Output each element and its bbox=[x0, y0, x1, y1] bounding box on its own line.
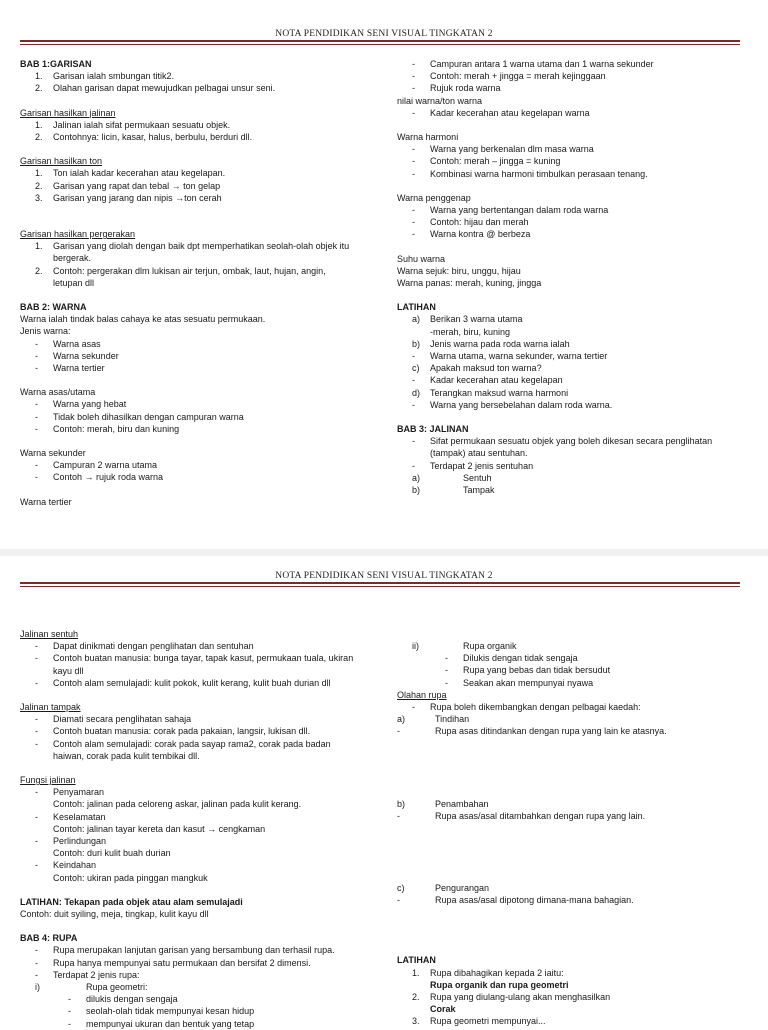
list-item-text: Garisan yang jarang dan nipis →ton cerah bbox=[53, 192, 222, 203]
list-marker: - bbox=[445, 677, 448, 688]
list-item-text: Warna asas bbox=[53, 338, 101, 349]
list-item-text: Penambahan bbox=[435, 798, 489, 809]
list-item-text: Perlindungan bbox=[53, 836, 107, 847]
list-item-text: Berikan 3 warna utama bbox=[430, 314, 523, 325]
header-rule bbox=[20, 40, 740, 45]
spacer bbox=[397, 906, 747, 954]
list-item-text: Contoh: pergerakan dlm lukisan air terjun, ombak, laut, hujan, angin, bbox=[53, 265, 326, 276]
spacer bbox=[20, 762, 385, 774]
spacer bbox=[20, 374, 385, 386]
list-marker: - bbox=[35, 738, 38, 749]
list-item-text: Contoh alam semulajadi: corak pada sayap rama2, corak pada badan bbox=[53, 738, 331, 749]
list-item bbox=[397, 350, 747, 362]
spacer bbox=[397, 289, 747, 301]
list-item-text: Contoh: jalinan tayar kereta dan kasut → cengkaman bbox=[53, 823, 266, 834]
list-item-text: Rupa yang bebas dan tidak bersudut bbox=[463, 665, 611, 676]
spacer bbox=[20, 435, 385, 447]
list-item-text: Contoh: duri kulit buah durian bbox=[53, 848, 171, 859]
list-item-text: Contoh: ukiran pada pinggan mangkuk bbox=[53, 872, 208, 883]
list-item bbox=[20, 167, 385, 179]
list-item-text: Keindahan bbox=[53, 860, 97, 871]
list-item-text: Warna utama, warna sekunder, warna tertier bbox=[430, 351, 608, 362]
text-line: Warna sejuk: biru, unggu, hijau bbox=[397, 265, 521, 276]
list-item-text: Contoh alam semulajadi: kulit pokok, kulit kerang, kulit buah durian dll bbox=[53, 677, 331, 688]
list-item bbox=[397, 664, 747, 676]
list-item-text: Terangkan maksud warna harmoni bbox=[430, 387, 569, 398]
section-heading: BAB 4: RUPA bbox=[20, 933, 78, 944]
list-item-text: Warna yang bersebelahan dalam roda warna. bbox=[430, 399, 613, 410]
spacer bbox=[397, 822, 747, 882]
list-marker: i) bbox=[35, 982, 40, 993]
list-item-text: Jenis warna pada roda warna ialah bbox=[430, 338, 570, 349]
list-marker: - bbox=[35, 969, 38, 980]
list-marker: - bbox=[68, 1006, 71, 1017]
list-item bbox=[20, 677, 385, 689]
text-line: nilai warna/ton warna bbox=[397, 95, 483, 106]
spacer bbox=[20, 884, 385, 896]
list-item bbox=[397, 107, 747, 119]
list-item bbox=[20, 944, 385, 956]
list-item bbox=[397, 82, 747, 94]
list-item-text: Warna tertier bbox=[53, 363, 105, 374]
subheading: Olahan rupa bbox=[397, 689, 447, 700]
list-item bbox=[20, 192, 385, 204]
list-marker: c) bbox=[412, 363, 420, 374]
list-marker: - bbox=[35, 836, 38, 847]
list-marker: - bbox=[412, 156, 415, 167]
list-marker: - bbox=[412, 217, 415, 228]
document-page-2 bbox=[0, 556, 768, 1029]
list-marker: - bbox=[412, 71, 415, 82]
list-item bbox=[397, 652, 747, 664]
list-item-text: haiwan, corak pada kulit tembikai dll. bbox=[53, 750, 200, 761]
header-rule bbox=[20, 582, 740, 587]
list-marker: 3. bbox=[35, 192, 43, 203]
list-item-text: Contoh: merah, biru dan kuning bbox=[53, 423, 180, 434]
list-marker: - bbox=[35, 641, 38, 652]
list-item bbox=[397, 313, 747, 325]
list-item-text: Rupa asas/asal ditambahkan dengan rupa yang lain. bbox=[435, 810, 646, 821]
list-item bbox=[20, 823, 385, 835]
left-column bbox=[20, 628, 385, 1030]
list-marker: 1. bbox=[412, 967, 420, 978]
list-item-text: Olahan garisan dapat mewujudkan pelbagai unsur seni. bbox=[53, 83, 276, 94]
list-marker: - bbox=[68, 994, 71, 1005]
list-item-text: Dilukis dengan tidak sengaja bbox=[463, 653, 578, 664]
text-line: Warna harmoni bbox=[397, 132, 459, 143]
list-item bbox=[397, 460, 747, 472]
list-item bbox=[20, 459, 385, 471]
list-item bbox=[20, 969, 385, 981]
list-item-text: Warna yang hebat bbox=[53, 399, 127, 410]
list-marker: - bbox=[35, 460, 38, 471]
list-item bbox=[397, 387, 747, 399]
list-item-text: bergerak. bbox=[53, 253, 92, 264]
list-item bbox=[20, 398, 385, 410]
list-item-text: Garisan yang diolah dengan baik dpt memperhatikan seolah-olah objek itu bbox=[53, 241, 350, 252]
list-item-text: Contoh: merah + jingga = merah kejinggaan bbox=[430, 71, 606, 82]
list-marker: 3. bbox=[412, 1016, 420, 1027]
list-item-text: Rujuk roda warna bbox=[430, 83, 501, 94]
list-marker: - bbox=[35, 726, 38, 737]
list-item-text: Warna kontra @ berbeza bbox=[430, 229, 531, 240]
list-item bbox=[397, 228, 747, 240]
list-marker: - bbox=[35, 787, 38, 798]
list-item-text: Warna yang berkenalan dlm masa warna bbox=[430, 144, 594, 155]
list-item bbox=[20, 640, 385, 652]
list-item-text: Warna yang bertentangan dalam roda warna bbox=[430, 205, 609, 216]
list-item-text: Contoh: merah – jingga = kuning bbox=[430, 156, 561, 167]
list-item bbox=[20, 411, 385, 423]
list-marker: - bbox=[412, 375, 415, 386]
list-item-text: Jalinan ialah sifat permukaan sesuatu objek. bbox=[53, 119, 231, 130]
list-marker: - bbox=[412, 107, 415, 118]
list-marker: - bbox=[35, 350, 38, 361]
spacer bbox=[397, 738, 747, 798]
list-item-text: Kadar kecerahan atau kegelapan bbox=[430, 375, 563, 386]
list-item bbox=[20, 338, 385, 350]
list-item-text: Contohnya: licin, kasar, halus, berbulu, berduri dll. bbox=[53, 132, 253, 143]
list-item bbox=[397, 168, 747, 180]
list-item bbox=[20, 240, 385, 252]
spacer bbox=[20, 689, 385, 701]
list-item bbox=[397, 58, 747, 70]
list-item bbox=[20, 738, 385, 750]
subheading: Jalinan sentuh bbox=[20, 629, 79, 639]
subheading: Jalinan tampak bbox=[20, 702, 81, 713]
section-heading: BAB 3: JALINAN bbox=[397, 424, 469, 435]
list-marker: - bbox=[397, 810, 400, 821]
list-item bbox=[20, 277, 385, 289]
list-item bbox=[397, 979, 747, 991]
list-marker: - bbox=[397, 726, 400, 737]
list-item bbox=[20, 362, 385, 374]
list-item bbox=[20, 252, 385, 264]
list-marker: 1. bbox=[35, 241, 43, 252]
list-item bbox=[397, 484, 747, 496]
list-item bbox=[20, 265, 385, 277]
list-item bbox=[20, 872, 385, 884]
list-marker: - bbox=[68, 1018, 71, 1029]
section-heading: BAB 1:GARISAN bbox=[20, 59, 92, 69]
text-line: Warna tertier bbox=[20, 496, 72, 507]
list-item bbox=[397, 338, 747, 350]
list-item-text: Keselamatan bbox=[53, 811, 106, 822]
list-item-text: Contoh: hijau dan merah bbox=[430, 217, 529, 228]
list-marker: - bbox=[412, 168, 415, 179]
list-item-text: Rupa dibahagikan kepada 2 iaitu: bbox=[430, 967, 564, 978]
list-item bbox=[397, 991, 747, 1003]
list-item-text: Sentuh bbox=[463, 472, 492, 483]
list-marker: - bbox=[35, 957, 38, 968]
subheading: Fungsi jalinan bbox=[20, 775, 76, 786]
list-marker: b) bbox=[397, 798, 406, 809]
list-marker: - bbox=[445, 653, 448, 664]
list-item-text: Seakan akan mempunyai nyawa bbox=[463, 677, 594, 688]
list-marker: a) bbox=[412, 314, 421, 325]
list-item bbox=[397, 882, 747, 894]
page-separator bbox=[0, 549, 768, 556]
list-marker: - bbox=[35, 714, 38, 725]
list-item bbox=[20, 859, 385, 871]
list-item-text: Rupa geometri: bbox=[86, 982, 148, 993]
list-marker: - bbox=[35, 399, 38, 410]
list-item bbox=[397, 435, 747, 447]
list-item-text: (tampak) atau sentuhan. bbox=[430, 448, 528, 459]
list-marker: - bbox=[35, 423, 38, 434]
list-item bbox=[20, 423, 385, 435]
list-marker: b) bbox=[412, 485, 421, 496]
list-item bbox=[397, 701, 747, 713]
list-item bbox=[20, 652, 385, 664]
list-marker: c) bbox=[397, 883, 405, 894]
list-marker: - bbox=[35, 945, 38, 956]
spacer bbox=[20, 204, 385, 228]
text-line: Warna penggenap bbox=[397, 192, 471, 203]
list-item-text: Kadar kecerahan atau kegelapan warna bbox=[430, 107, 590, 118]
list-item bbox=[397, 725, 747, 737]
list-item bbox=[20, 665, 385, 677]
section-heading: LATIHAN: Tekapan pada objek atau alam semulajadi bbox=[20, 896, 243, 907]
list-item bbox=[20, 786, 385, 798]
list-item-text: Apakah maksud ton warna? bbox=[430, 363, 542, 374]
subheading: Garisan hasilkan ton bbox=[20, 156, 103, 167]
text-line: Contoh: duit syiling, meja, tingkap, kulit kayu dll bbox=[20, 909, 209, 920]
list-item bbox=[20, 811, 385, 823]
list-item bbox=[397, 713, 747, 725]
text-line: Jenis warna: bbox=[20, 326, 71, 337]
list-marker: - bbox=[397, 895, 400, 906]
list-item bbox=[20, 1005, 385, 1017]
list-marker: - bbox=[35, 363, 38, 374]
text-line: Warna asas/utama bbox=[20, 387, 96, 398]
list-marker: b) bbox=[412, 338, 421, 349]
subheading: Garisan hasilkan jalinan bbox=[20, 107, 116, 118]
list-marker: 2. bbox=[35, 265, 43, 276]
list-item bbox=[20, 725, 385, 737]
list-item bbox=[397, 326, 747, 338]
list-item bbox=[397, 143, 747, 155]
spacer bbox=[397, 411, 747, 423]
list-marker: - bbox=[412, 144, 415, 155]
list-item bbox=[20, 180, 385, 192]
list-marker: a) bbox=[412, 472, 421, 483]
list-marker: - bbox=[35, 338, 38, 349]
list-item-text: Rupa yang diulang-ulang akan menghasilkan bbox=[430, 992, 611, 1003]
list-item bbox=[20, 82, 385, 94]
list-item-text: Rupa merupakan lanjutan garisan yang bersambung dan terhasil rupa. bbox=[53, 945, 335, 956]
list-marker: - bbox=[35, 860, 38, 871]
spacer bbox=[397, 180, 747, 192]
list-item-text: letupan dll bbox=[53, 277, 95, 288]
list-item bbox=[20, 847, 385, 859]
list-item bbox=[20, 981, 385, 993]
list-item bbox=[20, 119, 385, 131]
list-marker: a) bbox=[397, 714, 406, 725]
list-item-text: Ton ialah kadar kecerahan atau kegelapan. bbox=[53, 168, 226, 179]
list-item bbox=[397, 70, 747, 82]
text-line: Suhu warna bbox=[397, 253, 446, 264]
list-item-text: mempunyai ukuran dan bentuk yang tetap bbox=[86, 1018, 255, 1029]
list-item-text: Contoh: jalinan pada celoreng askar, jalinan pada kulit kerang. bbox=[53, 799, 302, 810]
spacer bbox=[397, 241, 747, 253]
list-item-text: Contoh buatan manusia: bunga tayar, tapak kasut, permukaan tuala, ukiran bbox=[53, 653, 354, 664]
text-line: Warna sekunder bbox=[20, 448, 86, 459]
list-item-text: -merah, biru, kuning bbox=[430, 326, 511, 337]
list-marker: - bbox=[412, 229, 415, 240]
list-item-text: kayu dll bbox=[53, 665, 84, 676]
list-marker: 2. bbox=[35, 180, 43, 191]
list-item-text: dilukis dengan sengaja bbox=[86, 994, 178, 1005]
list-item bbox=[20, 993, 385, 1005]
list-item-text: Penyamaran bbox=[53, 787, 105, 798]
list-marker: - bbox=[35, 677, 38, 688]
list-item-text: Rupa asas ditindankan dengan rupa yang lain ke atasnya. bbox=[435, 726, 667, 737]
list-marker: 1. bbox=[35, 119, 43, 130]
list-item-text: Rupa geometri mempunyai... bbox=[430, 1016, 546, 1027]
spacer bbox=[20, 484, 385, 496]
right-column bbox=[397, 58, 747, 496]
list-marker: - bbox=[35, 653, 38, 664]
list-item bbox=[397, 640, 747, 652]
list-item bbox=[397, 362, 747, 374]
list-item bbox=[20, 750, 385, 762]
list-marker: 1. bbox=[35, 168, 43, 179]
spacer bbox=[20, 920, 385, 932]
list-item-text: Tampak bbox=[463, 485, 495, 496]
list-item-text: Terdapat 2 jenis rupa: bbox=[53, 969, 140, 980]
list-item bbox=[20, 70, 385, 82]
list-item-text: Tindihan bbox=[435, 714, 470, 725]
list-marker: 2. bbox=[35, 132, 43, 143]
list-item-text: Rupa boleh dikembangkan dengan pelbagai kaedah: bbox=[430, 702, 641, 713]
list-marker: - bbox=[412, 205, 415, 216]
list-item bbox=[397, 1003, 747, 1015]
list-item-text: Rupa organik dan rupa geometri bbox=[430, 979, 569, 990]
list-item bbox=[397, 798, 747, 810]
list-item bbox=[397, 472, 747, 484]
list-item-text: Sifat permukaan sesuatu objek yang boleh dikesan secara penglihatan bbox=[430, 436, 713, 447]
list-item bbox=[397, 447, 747, 459]
text-line: Warna panas: merah, kuning, jingga bbox=[397, 278, 542, 289]
list-item-text: Rupa asas/asal dipotong dimana-mana bahagian. bbox=[435, 895, 634, 906]
list-item-text: Campuran 2 warna utama bbox=[53, 460, 158, 471]
list-marker: - bbox=[412, 83, 415, 94]
page-header-title: NOTA PENDIDIKAN SENI VISUAL TINGKATAN 2 bbox=[275, 29, 493, 39]
list-item bbox=[20, 471, 385, 483]
list-marker: 2. bbox=[412, 992, 420, 1003]
list-item bbox=[397, 1015, 747, 1027]
list-item bbox=[20, 131, 385, 143]
list-item-text: seolah-olah tidak mempunyai kesan hidup bbox=[86, 1006, 255, 1017]
text-line: Warna ialah tindak balas cahaya ke atas sesuatu permukaan. bbox=[20, 314, 266, 325]
list-item-text: Garisan yang rapat dan tebal → ton gelap bbox=[53, 180, 221, 191]
list-item bbox=[397, 967, 747, 979]
list-marker: 1. bbox=[35, 71, 43, 82]
list-item-text: Contoh → rujuk roda warna bbox=[53, 472, 164, 483]
list-marker: 2. bbox=[35, 83, 43, 94]
list-item-text: Tidak boleh dihasilkan dengan campuran warna bbox=[53, 411, 244, 422]
list-marker: - bbox=[35, 811, 38, 822]
list-item-text: Diamati secara penglihatan sahaja bbox=[53, 714, 192, 725]
spacer bbox=[20, 289, 385, 301]
spacer bbox=[397, 119, 747, 131]
list-marker: - bbox=[445, 665, 448, 676]
list-item-text: Corak bbox=[430, 1004, 456, 1015]
list-item-text: Rupa hanya mempunyai satu permukaan dan bersifat 2 dimensi. bbox=[53, 957, 311, 968]
list-item-text: Terdapat 2 jenis sentuhan bbox=[430, 460, 534, 471]
list-item bbox=[397, 216, 747, 228]
list-marker: - bbox=[412, 399, 415, 410]
section-heading: LATIHAN bbox=[397, 955, 436, 966]
list-marker: - bbox=[35, 472, 38, 483]
page-header-title: NOTA PENDIDIKAN SENI VISUAL TINGKATAN 2 bbox=[275, 571, 493, 581]
list-marker: - bbox=[35, 411, 38, 422]
list-item bbox=[397, 894, 747, 906]
section-heading: BAB 2: WARNA bbox=[20, 302, 87, 313]
subheading: Garisan hasilkan pergerakan bbox=[20, 229, 136, 240]
list-item-text: Garisan ialah smbungan titik2. bbox=[53, 71, 175, 82]
spacer bbox=[20, 95, 385, 107]
list-item bbox=[20, 798, 385, 810]
list-item bbox=[20, 835, 385, 847]
list-marker: d) bbox=[412, 387, 421, 398]
list-marker: - bbox=[412, 436, 415, 447]
list-item-text: Kombinasi warna harmoni timbulkan perasaan tenang. bbox=[430, 168, 648, 179]
list-item bbox=[20, 957, 385, 969]
list-item bbox=[397, 810, 747, 822]
list-item-text: Pengurangan bbox=[435, 883, 490, 894]
list-item bbox=[397, 399, 747, 411]
list-item-text: Rupa organik bbox=[463, 641, 517, 651]
spacer bbox=[20, 143, 385, 155]
list-item bbox=[397, 677, 747, 689]
right-column bbox=[397, 640, 747, 1028]
list-marker: - bbox=[412, 351, 415, 362]
section-heading: LATIHAN bbox=[397, 302, 436, 313]
list-item bbox=[397, 204, 747, 216]
list-item bbox=[397, 374, 747, 386]
list-item-text: Warna sekunder bbox=[53, 350, 119, 361]
list-item-text: Campuran antara 1 warna utama dan 1 warna sekunder bbox=[430, 59, 654, 69]
left-column bbox=[20, 58, 385, 508]
list-marker: - bbox=[412, 59, 415, 69]
list-item-text: Dapat dinikmati dengan penglihatan dan sentuhan bbox=[53, 641, 254, 652]
list-item bbox=[397, 155, 747, 167]
list-item bbox=[20, 350, 385, 362]
list-marker: - bbox=[412, 702, 415, 713]
list-item bbox=[20, 713, 385, 725]
list-marker: ii) bbox=[412, 641, 419, 651]
list-marker: - bbox=[412, 460, 415, 471]
list-item-text: Contoh buatan manusia: corak pada pakaian, langsir, lukisan dll. bbox=[53, 726, 311, 737]
